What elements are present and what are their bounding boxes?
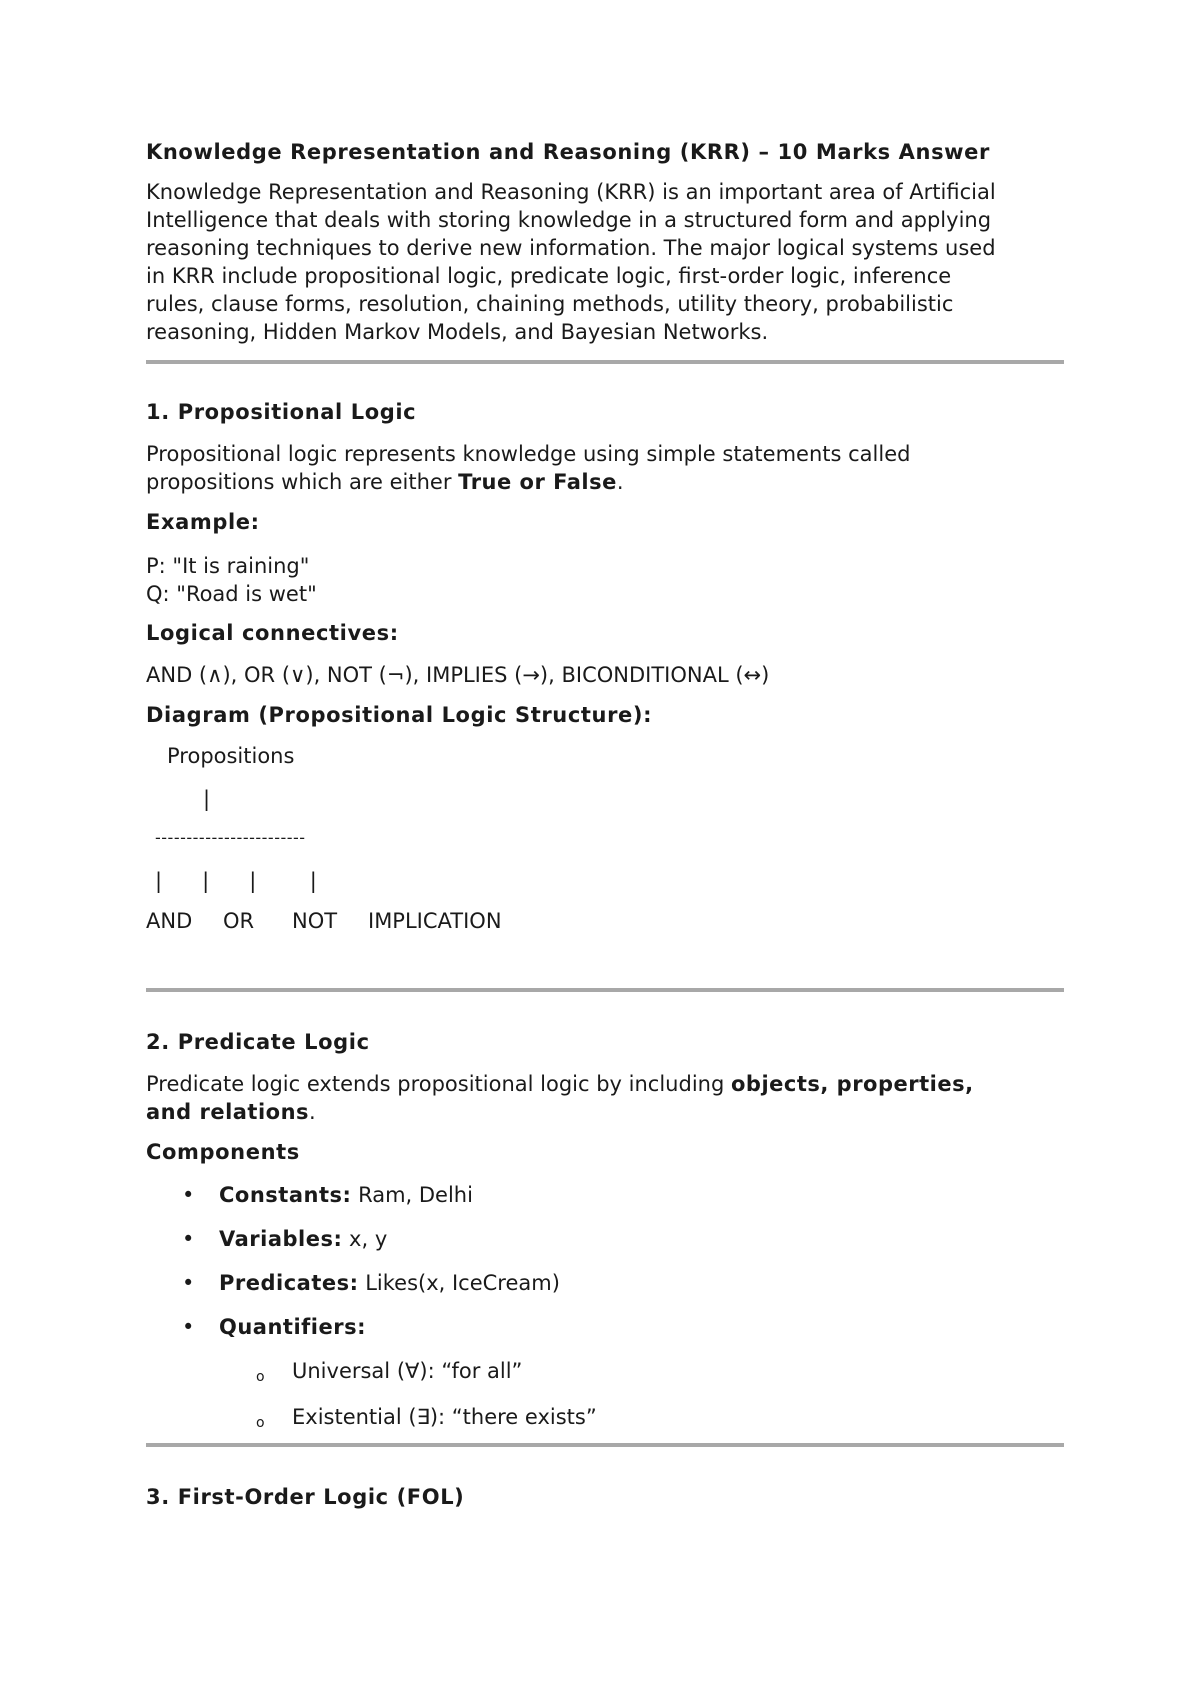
- quantifier-text: Existential (∃): “there exists”: [292, 1405, 597, 1430]
- list-item: [146, 1313, 1064, 1341]
- desc-text: .: [309, 1100, 316, 1125]
- intro-paragraph: [146, 178, 1064, 346]
- quantifier-text: Universal (∀): “for all”: [292, 1359, 523, 1384]
- connectives-label: Logical connectives:: [146, 620, 399, 645]
- desc-text: propositions which are either: [146, 470, 459, 495]
- item-label: Variables:: [219, 1227, 343, 1252]
- quantifiers-list: [146, 1357, 1064, 1431]
- intro-line: Intelligence that deals with storing knowledge in a structured form and applying: [146, 208, 992, 233]
- section-heading: 2. Predicate Logic: [146, 1029, 370, 1054]
- desc-bold-text: and relations: [146, 1100, 310, 1125]
- section-heading: 3. First-Order Logic (FOL): [146, 1485, 465, 1510]
- desc-text: Predicate logic extends propositional logic by including: [146, 1072, 731, 1097]
- list-item: [146, 1357, 1064, 1385]
- document-page: [146, 140, 1064, 1511]
- desc-bold-text: objects, properties,: [730, 1072, 974, 1097]
- section2-desc-line1: [146, 1070, 1064, 1098]
- bullet-icon: •: [182, 1315, 195, 1340]
- bullet-icon: •: [182, 1227, 195, 1252]
- section1-desc-line1: Propositional logic represents knowledge using simple statements called: [146, 442, 911, 467]
- diagram-leaf-or: OR: [223, 908, 255, 933]
- list-item: [146, 1181, 1064, 1209]
- propositional-diagram: [146, 742, 1064, 982]
- document-title: Knowledge Representation and Reasoning (KRR) – 10 Marks Answer: [146, 140, 990, 164]
- example-p: P: "It is raining": [146, 553, 310, 578]
- example-label: Example:: [146, 510, 260, 535]
- diagram-dashes: ------------------------: [155, 827, 306, 847]
- diagram-pipe: |: [203, 786, 211, 811]
- intro-line: reasoning, Hidden Markov Models, and Bayesian Networks.: [146, 320, 769, 345]
- diagram-label: Diagram (Propositional Logic Structure):: [146, 702, 653, 727]
- item-label: Predicates:: [219, 1271, 359, 1296]
- bullet-icon: •: [182, 1271, 195, 1296]
- components-list: [146, 1181, 1064, 1341]
- circle-bullet-icon: o: [256, 1415, 265, 1432]
- intro-line: rules, clause forms, resolution, chaining methods, utility theory, probabilistic: [146, 292, 954, 317]
- section-heading: 1. Propositional Logic: [146, 400, 417, 425]
- desc-text: .: [616, 470, 624, 495]
- section1-desc-line2: [146, 468, 1064, 496]
- diagram-leaf-and: AND: [146, 908, 193, 933]
- item-value: Likes(x, IceCream): [358, 1271, 560, 1296]
- diagram-branches: | | | |: [155, 868, 317, 893]
- list-item: [146, 1225, 1064, 1253]
- item-label: Constants:: [219, 1183, 352, 1208]
- connectives-list: AND (∧), OR (∨), NOT (¬), IMPLIES (→), BICONDITIONAL (↔): [146, 662, 770, 687]
- circle-bullet-icon: o: [256, 1369, 265, 1386]
- intro-line: Knowledge Representation and Reasoning (KRR) is an important area of Artificial: [146, 180, 996, 205]
- intro-line: in KRR include propositional logic, predicate logic, first-order logic, inference: [146, 264, 952, 289]
- diagram-leaf-not: NOT: [292, 908, 338, 933]
- item-label: Quantifiers:: [219, 1315, 366, 1340]
- example-q: Q: "Road is wet": [146, 581, 317, 606]
- item-value: Ram, Delhi: [351, 1183, 473, 1208]
- item-value: x, y: [342, 1227, 388, 1252]
- list-item: [146, 1403, 1064, 1431]
- desc-bold-text: True or False: [458, 470, 617, 495]
- list-item: [146, 1269, 1064, 1297]
- bullet-icon: •: [182, 1183, 195, 1208]
- diagram-root: Propositions: [167, 743, 295, 768]
- components-label: Components: [146, 1140, 300, 1165]
- intro-line: reasoning techniques to derive new information. The major logical systems used: [146, 236, 996, 261]
- section2-desc-line2: [146, 1098, 1064, 1126]
- diagram-leaf-implication: IMPLICATION: [368, 908, 502, 933]
